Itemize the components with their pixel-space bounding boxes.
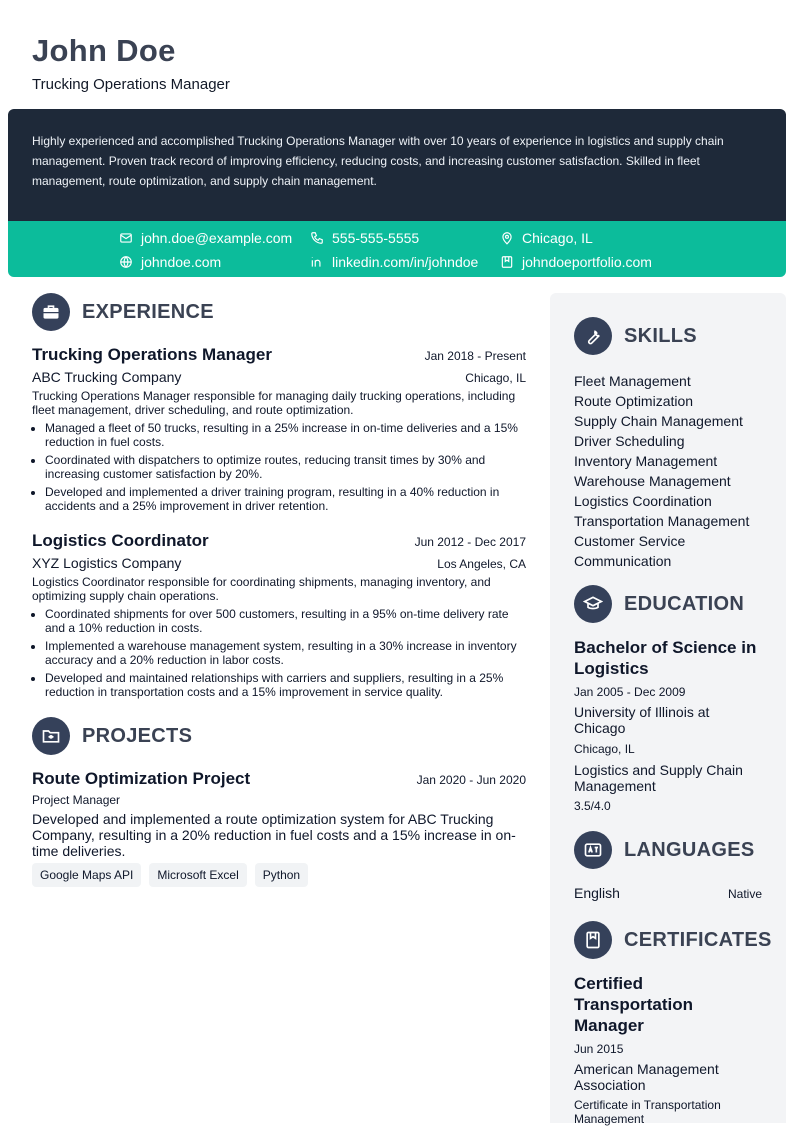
contact-email-text: john.doe@example.com [141,230,293,246]
job-description: Trucking Operations Manager responsible for managing daily trucking operations, including fleet management, driver scheduling, and route optimization. [32,389,516,417]
skill-item: Customer Service [574,533,686,549]
language-item [574,885,762,901]
job-company: XYZ Logistics Company [32,555,182,571]
languages-header [574,831,762,869]
job-bullet: • Implemented a warehouse management system, resulting in a 30% increase in inventory accuracy and a 20% reduction in labor costs. [45,639,526,667]
certificates-title: CERTIFICATES [624,928,772,951]
briefcase-icon [32,293,70,331]
job-bullet: • Developed and implemented a driver training program, resulting in a 40% reduction in accidents and a 25% improvement in driver retention. [45,485,526,513]
project-tag: Microsoft Excel [149,863,246,887]
sidebar [550,293,786,1126]
education-gpa: 3.5/4.0 [574,799,611,813]
resume-header [32,34,230,93]
job-dates: Jan 2018 - Present [424,349,526,363]
job-bullet: • Developed and maintained relationships with carriers and suppliers, resulting in a 25% reduction in transportation costs and a 15% improvement in service quality. [45,671,526,699]
experience-header [32,293,526,331]
certificates-header [574,921,772,959]
skill-item: Driver Scheduling [574,433,685,449]
job-bullet: • Managed a fleet of 50 trucks, resulting in a 25% increase in on-time deliveries and a 15% reduction in fuel costs. [45,421,526,449]
job-company: ABC Trucking Company [32,369,182,385]
language-level: Native [727,887,762,901]
contact-phone-text: 555-555-5555 [332,230,420,246]
projects-header [32,717,526,755]
skill-item: Transportation Management [574,513,750,529]
contact-portfolio[interactable] [500,253,652,271]
phone-icon [310,231,324,245]
job-bullets [32,607,526,699]
portfolio-icon [500,255,514,269]
job-title: Logistics Coordinator [32,531,209,550]
job-entry [32,345,526,513]
contact-location-text: Chicago, IL [522,230,593,246]
education-field: Logistics and Supply Chain Management [574,762,743,794]
skills-title: SKILLS [624,324,697,347]
job-bullet: • Coordinated shipments for over 500 customers, resulting in a 95% on-time delivery rate and a 10% reduction in costs. [45,607,526,635]
projects-title: PROJECTS [82,724,193,747]
certificate-name: Certified Transportation Manager [574,974,694,1035]
mail-icon [119,231,133,245]
certificate-icon [574,921,612,959]
language-name: English [574,885,620,901]
job-bullet: • Coordinated with dispatchers to optimize routes, reducing transit times by 30% and increasing customer satisfaction by 20%. [45,453,526,481]
contact-email[interactable] [119,229,292,247]
project-dates: Jan 2020 - Jun 2020 [416,773,526,787]
job-bullets [32,421,526,513]
skill-item: Communication [574,553,672,569]
certificate-date: Jun 2015 [574,1042,624,1056]
folder-icon [32,717,70,755]
linkedin-icon [310,255,324,269]
contact-website[interactable] [119,253,221,271]
job-location: Chicago, IL [465,371,526,385]
project-tag: Python [255,863,308,887]
contact-location [500,229,593,247]
job-location: Los Angeles, CA [437,557,526,571]
candidate-title: Trucking Operations Manager [32,76,230,93]
language-icon [574,831,612,869]
summary-block [8,109,786,221]
job-dates: Jun 2012 - Dec 2017 [414,535,526,549]
education-title: EDUCATION [624,592,745,615]
main-column [32,293,526,887]
globe-icon [119,255,133,269]
contact-bar [8,221,786,277]
graduation-cap-icon [574,585,612,623]
project-title: Route Optimization Project [32,769,251,788]
contact-website-text: johndoe.com [141,254,222,270]
certificate-detail: Certificate in Transportation Management [574,1098,721,1126]
project-tag: Google Maps API [32,863,141,887]
certificate-issuer: American Management Association [574,1061,719,1093]
job-title: Trucking Operations Manager [32,345,272,364]
contact-linkedin-text: linkedin.com/in/johndoe [332,254,479,270]
candidate-name: John Doe [32,33,176,68]
job-entry [32,531,526,699]
languages-title: LANGUAGES [624,838,755,861]
skill-item: Supply Chain Management [574,413,743,429]
experience-title: EXPERIENCE [82,300,214,323]
wrench-icon [574,317,612,355]
skill-item: Logistics Coordination [574,493,712,509]
summary-text: Highly experienced and accomplished Trucking Operations Manager with over 10 years of experience in logistics and supply chain management. Proven track record of improving efficiency, reducing costs, and increasing customer satisfaction. Skilled in fleet management, route optimization, and supply chain management. [32,134,724,188]
job-description: Logistics Coordinator responsible for coordinating shipments, managing inventory, and optimizing supply chain operations. [32,575,491,603]
education-dates: Jan 2005 - Dec 2009 [574,685,686,699]
education-degree: Bachelor of Science in Logistics [574,638,757,678]
education-header [574,585,762,623]
skill-item: Route Optimization [574,393,694,409]
contact-linkedin[interactable] [310,253,478,271]
skill-item: Warehouse Management [574,473,731,489]
skill-item: Fleet Management [574,373,691,389]
skills-header [574,317,762,355]
skill-item: Inventory Management [574,453,718,469]
contact-phone[interactable] [310,229,419,247]
project-role: Project Manager [32,793,121,807]
skills-list [574,371,762,571]
map-pin-icon [500,231,514,245]
project-entry [32,769,526,887]
project-tags [32,863,526,887]
contact-portfolio-text: johndoeportfolio.com [522,254,652,270]
project-description: Developed and implemented a route optimization system for ABC Trucking Company, resulting in a 20% reduction in fuel costs and a 15% increase in on-time deliveries. [32,811,516,859]
education-school: University of Illinois at Chicago [574,704,710,736]
education-location: Chicago, IL [574,742,635,756]
